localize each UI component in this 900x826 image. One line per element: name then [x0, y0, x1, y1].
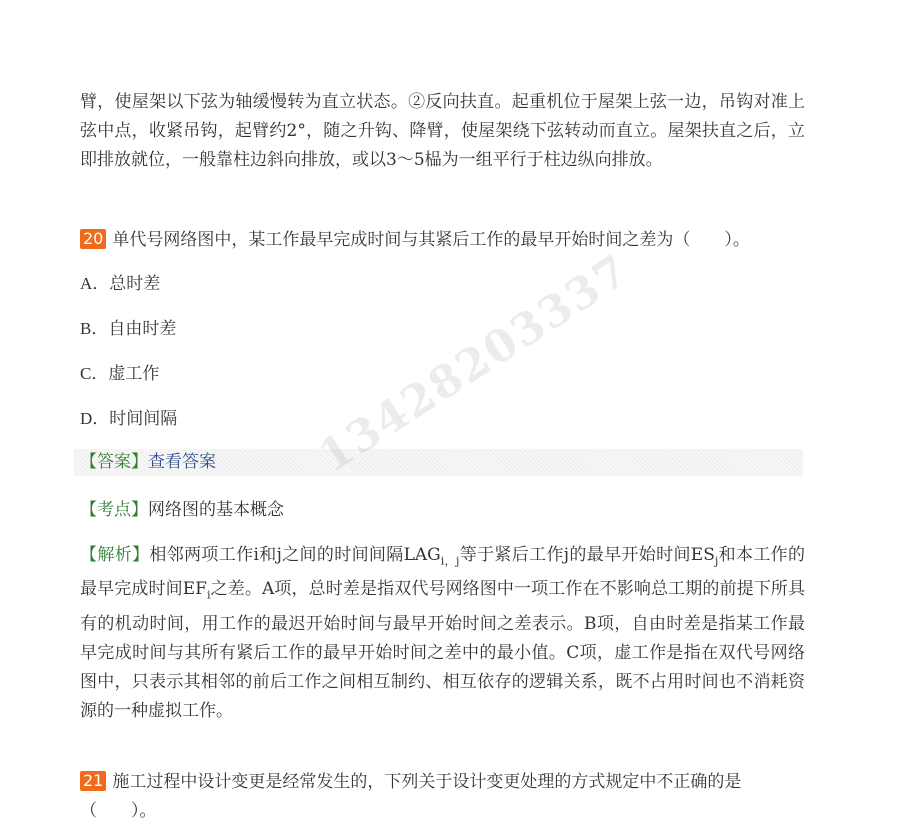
analysis-sub-2: j: [714, 554, 719, 568]
option-d-letter: D．: [80, 409, 110, 428]
intro-paragraph: 臂，使屋架以下弦为轴缓慢转为直立状态。②反向扶直。起重机位于屋架上弦一边，吊钩对准上弦中点，收紧吊钩，起臂约2°，随之升钩、降臂，使屋架绕下弦转动而直立。屋架扶直之后，立即排放就位，一般靠柱边斜向排放，或以3～5榀为一组平行于柱边纵向排放。: [80, 92, 805, 170]
question-number-badge: 21: [80, 771, 106, 791]
option-c-text: 虚工作: [108, 364, 160, 384]
question-20-stem: [80, 226, 805, 255]
key-point-text: 网络图的基本概念: [148, 500, 284, 520]
analysis-sub-1: i，j: [440, 554, 460, 568]
option-c-letter: C．: [80, 364, 109, 383]
analysis-paragraph: [80, 541, 805, 726]
watermark: 13428203337: [310, 244, 639, 483]
option-c: [80, 362, 159, 386]
analysis-tag: 【解析】: [80, 545, 150, 565]
answer-tag: 【答案】: [80, 452, 148, 472]
option-b-text: 自由时差: [108, 319, 177, 339]
analysis-text-3: 和本工作的最早完成时间EF: [80, 545, 806, 600]
question-number-badge: 20: [80, 229, 106, 249]
analysis-text-4: 之差。A项，总时差是指双代号网络图中一项工作在不影响总工期的前提下所具有的机动时间，用工作的最迟开始时间与最早开始时间之差表示。B项，自由时差是指某工作最早完成时间与其所有紧后工作的最早开始时间之差中的最小值。C项，虚工作是指在双代号网络图中，只表示其相邻的前后工作之间相互制约、相互依存的逻辑关系，既不占用时间也不消耗资源的一种虚拟工作。: [80, 579, 805, 721]
analysis-text-2: 等于紧后工作j的最早开始时间ES: [459, 545, 715, 565]
option-a-letter: A．: [80, 274, 110, 293]
key-point-row: [80, 497, 805, 524]
option-d: [80, 407, 177, 431]
option-a-text: 总时差: [109, 274, 161, 294]
answer-bar: [74, 449, 803, 476]
question-21-text: 施工过程中设计变更是经常发生的，下列关于设计变更处理的方式规定中不正确的是（ ）。: [80, 772, 742, 821]
option-a: [80, 272, 160, 296]
key-point-tag: 【考点】: [80, 500, 148, 520]
option-b: [80, 317, 176, 341]
option-b-letter: B．: [80, 319, 109, 338]
analysis-sub-3: i: [206, 588, 211, 602]
option-d-text: 时间间隔: [109, 409, 178, 429]
question-21-stem: [80, 768, 805, 826]
view-answer-link[interactable]: 查看答案: [148, 452, 216, 472]
question-20-text: 单代号网络图中，某工作最早完成时间与其紧后工作的最早开始时间之差为（ ）。: [112, 230, 750, 250]
analysis-text-1: 相邻两项工作i和j之间的时间间隔LAG: [149, 545, 441, 565]
